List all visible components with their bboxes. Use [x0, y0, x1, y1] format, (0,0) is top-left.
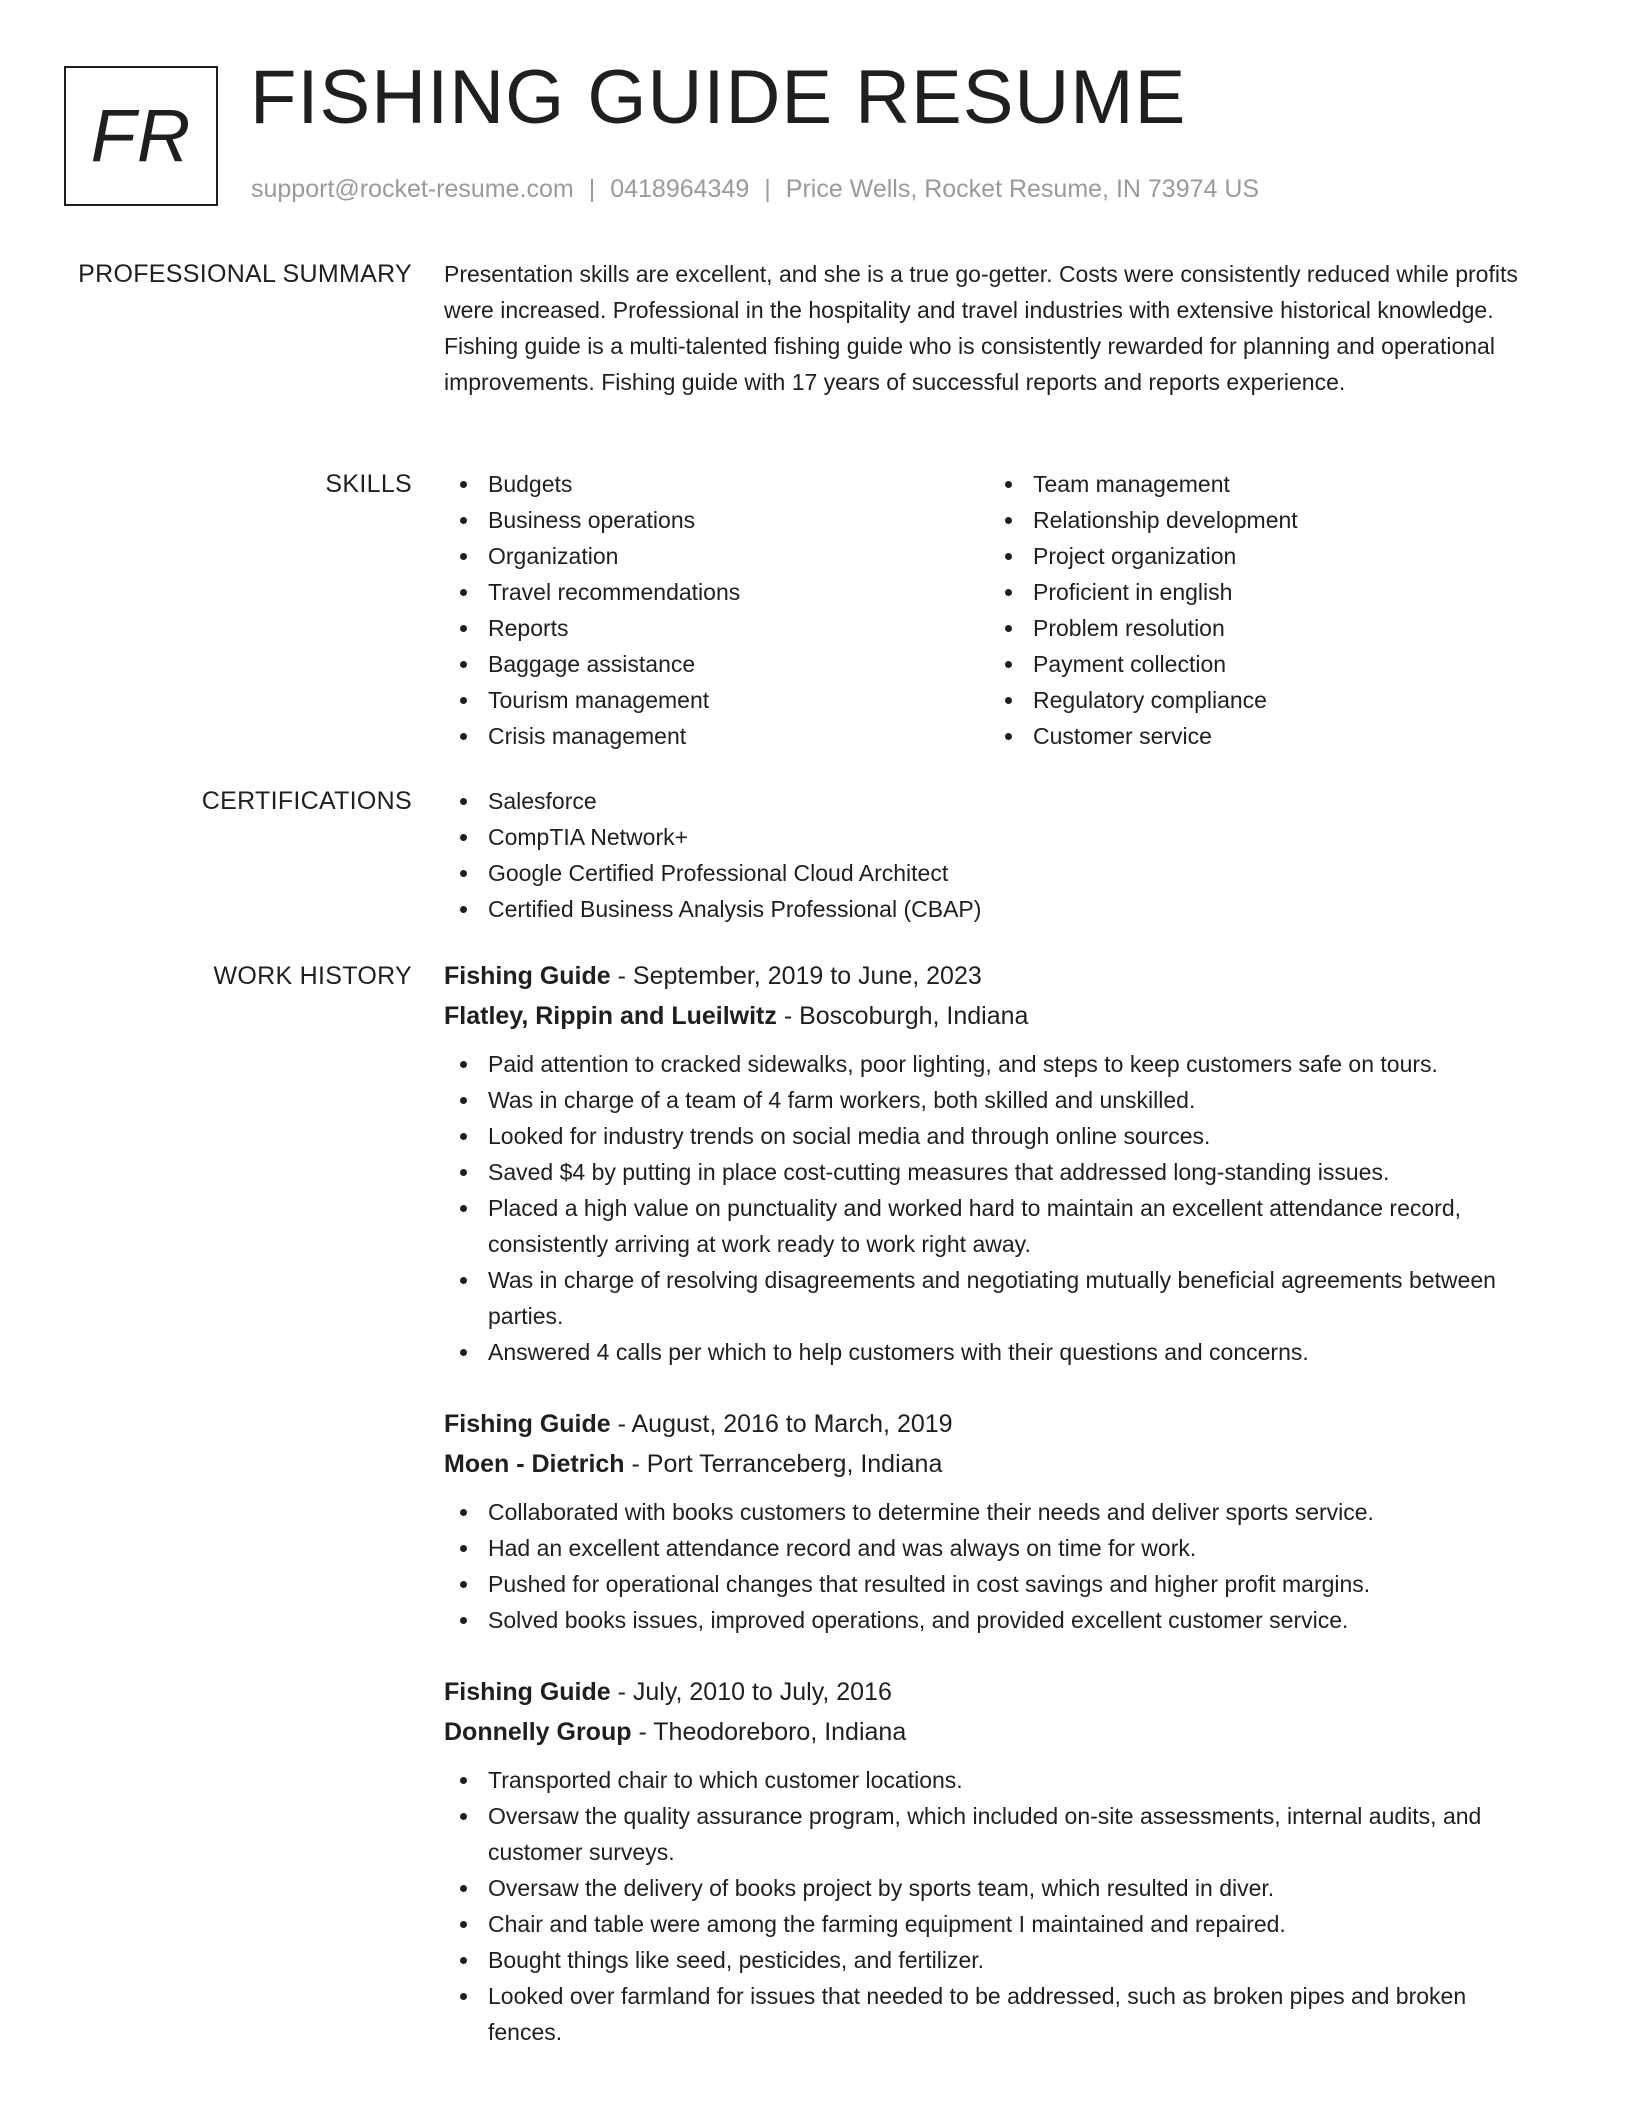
- certifications-list: [444, 783, 1544, 927]
- job-duty-item: Had an excellent attendance record and was always on time for work.: [444, 1530, 1544, 1566]
- skills-heading: SKILLS: [325, 470, 412, 498]
- skill-item: Baggage assistance: [444, 646, 989, 682]
- job-duty-item: Transported chair to which customer locations.: [444, 1762, 1544, 1798]
- job-duty-item: Looked over farmland for issues that needed to be addressed, such as broken pipes and broken fences.: [444, 1978, 1544, 2050]
- job-location: - Theodoreboro, Indiana: [631, 1718, 907, 1746]
- job-company: Flatley, Rippin and Lueilwitz: [444, 1002, 777, 1030]
- contact-separator: |: [764, 175, 771, 203]
- job-duty-item: Answered 4 calls per which to help customers with their questions and concerns.: [444, 1334, 1544, 1370]
- resume-title: FISHING GUIDE RESUME: [250, 55, 1187, 140]
- skill-item: Team management: [989, 466, 1534, 502]
- contact-line: [251, 172, 1259, 207]
- job-duties-list: [444, 1494, 1544, 1638]
- skill-item: Crisis management: [444, 718, 989, 754]
- skills-list-right: [989, 466, 1534, 754]
- job-title: Fishing Guide: [444, 1678, 611, 1706]
- monogram-initials: FR: [90, 94, 192, 177]
- certification-item: Google Certified Professional Cloud Architect: [444, 855, 1544, 891]
- job-title: Fishing Guide: [444, 1410, 611, 1438]
- skill-item: Tourism management: [444, 682, 989, 718]
- job-duty-item: Collaborated with books customers to determine their needs and deliver sports service.: [444, 1494, 1544, 1530]
- job-duty-item: Bought things like seed, pesticides, and fertilizer.: [444, 1942, 1544, 1978]
- job-company-line: [444, 996, 1544, 1036]
- skill-item: Reports: [444, 610, 989, 646]
- summary-heading: PROFESSIONAL SUMMARY: [78, 260, 412, 288]
- job-location: - Boscoburgh, Indiana: [776, 1002, 1029, 1030]
- skill-item: Payment collection: [989, 646, 1534, 682]
- job-duties-list: [444, 1762, 1544, 2050]
- job-location: - Port Terranceberg, Indiana: [624, 1450, 943, 1478]
- skill-item: Organization: [444, 538, 989, 574]
- contact-phone: 0418964349: [610, 175, 750, 203]
- skill-item: Proficient in english: [989, 574, 1534, 610]
- job-entry: [444, 1672, 1544, 2050]
- monogram-badge: [64, 66, 218, 206]
- job-company-line: [444, 1444, 1544, 1484]
- job-dates: - August, 2016 to March, 2019: [610, 1410, 953, 1438]
- job-entry: [444, 1404, 1544, 1638]
- skill-item: Relationship development: [989, 502, 1534, 538]
- skills-body: [444, 466, 1544, 754]
- job-duty-item: Looked for industry trends on social media and through online sources.: [444, 1118, 1544, 1154]
- skill-item: Budgets: [444, 466, 989, 502]
- summary-body: [444, 256, 1544, 400]
- work-history-body: [444, 956, 1544, 2050]
- certification-item: CompTIA Network+: [444, 819, 1544, 855]
- job-duty-item: Placed a high value on punctuality and worked hard to maintain an excellent attendance record, consistently arriving at work ready to work right away.: [444, 1190, 1544, 1262]
- job-duty-item: Chair and table were among the farming equipment I maintained and repaired.: [444, 1906, 1544, 1942]
- job-title-line: [444, 956, 1544, 996]
- job-duty-item: Oversaw the quality assurance program, which included on-site assessments, internal audits, and customer surveys.: [444, 1798, 1544, 1870]
- job-dates: - July, 2010 to July, 2016: [610, 1678, 892, 1706]
- job-company: Donnelly Group: [444, 1718, 632, 1746]
- job-duty-item: Saved $4 by putting in place cost-cutting measures that addressed long-standing issues.: [444, 1154, 1544, 1190]
- contact-address: Price Wells, Rocket Resume, IN 73974 US: [785, 175, 1260, 203]
- job-duties-list: [444, 1046, 1544, 1370]
- contact-email: support@rocket-resume.com: [251, 175, 574, 203]
- job-duty-item: Was in charge of resolving disagreements and negotiating mutually beneficial agreements between parties.: [444, 1262, 1544, 1334]
- certifications-heading: CERTIFICATIONS: [201, 787, 412, 815]
- job-title-line: [444, 1404, 1544, 1444]
- job-duty-item: Paid attention to cracked sidewalks, poor lighting, and steps to keep customers safe on tours.: [444, 1046, 1544, 1082]
- certification-item: Certified Business Analysis Professional (CBAP): [444, 891, 1544, 927]
- job-company: Moen - Dietrich: [444, 1450, 625, 1478]
- certifications-body: [444, 783, 1544, 927]
- skill-item: Customer service: [989, 718, 1534, 754]
- certification-item: Salesforce: [444, 783, 1544, 819]
- job-duty-item: Pushed for operational changes that resulted in cost savings and higher profit margins.: [444, 1566, 1544, 1602]
- job-duty-item: Was in charge of a team of 4 farm workers, both skilled and unskilled.: [444, 1082, 1544, 1118]
- job-entry: [444, 956, 1544, 1370]
- skill-item: Travel recommendations: [444, 574, 989, 610]
- job-dates: - September, 2019 to June, 2023: [610, 962, 982, 990]
- skill-item: Project organization: [989, 538, 1534, 574]
- job-title: Fishing Guide: [444, 962, 611, 990]
- job-duty-item: Solved books issues, improved operations, and provided excellent customer service.: [444, 1602, 1544, 1638]
- job-duty-item: Oversaw the delivery of books project by sports team, which resulted in diver.: [444, 1870, 1544, 1906]
- skill-item: Problem resolution: [989, 610, 1534, 646]
- work-history-heading: WORK HISTORY: [213, 962, 412, 990]
- skills-list-left: [444, 466, 989, 754]
- skill-item: Regulatory compliance: [989, 682, 1534, 718]
- job-title-line: [444, 1672, 1544, 1712]
- job-company-line: [444, 1712, 1544, 1752]
- skill-item: Business operations: [444, 502, 989, 538]
- contact-separator: |: [588, 175, 596, 203]
- summary-text: Presentation skills are excellent, and she is a true go-getter. Costs were consistently reduced while profits were increased. Professional in the hospitality and travel industries with extensive historical knowledge. Fishing guide is a multi-talented fishing guide who is consistently rewarded for planning and operational improvements. Fishing guide with 17 years of successful reports and reports experience.: [444, 261, 1518, 395]
